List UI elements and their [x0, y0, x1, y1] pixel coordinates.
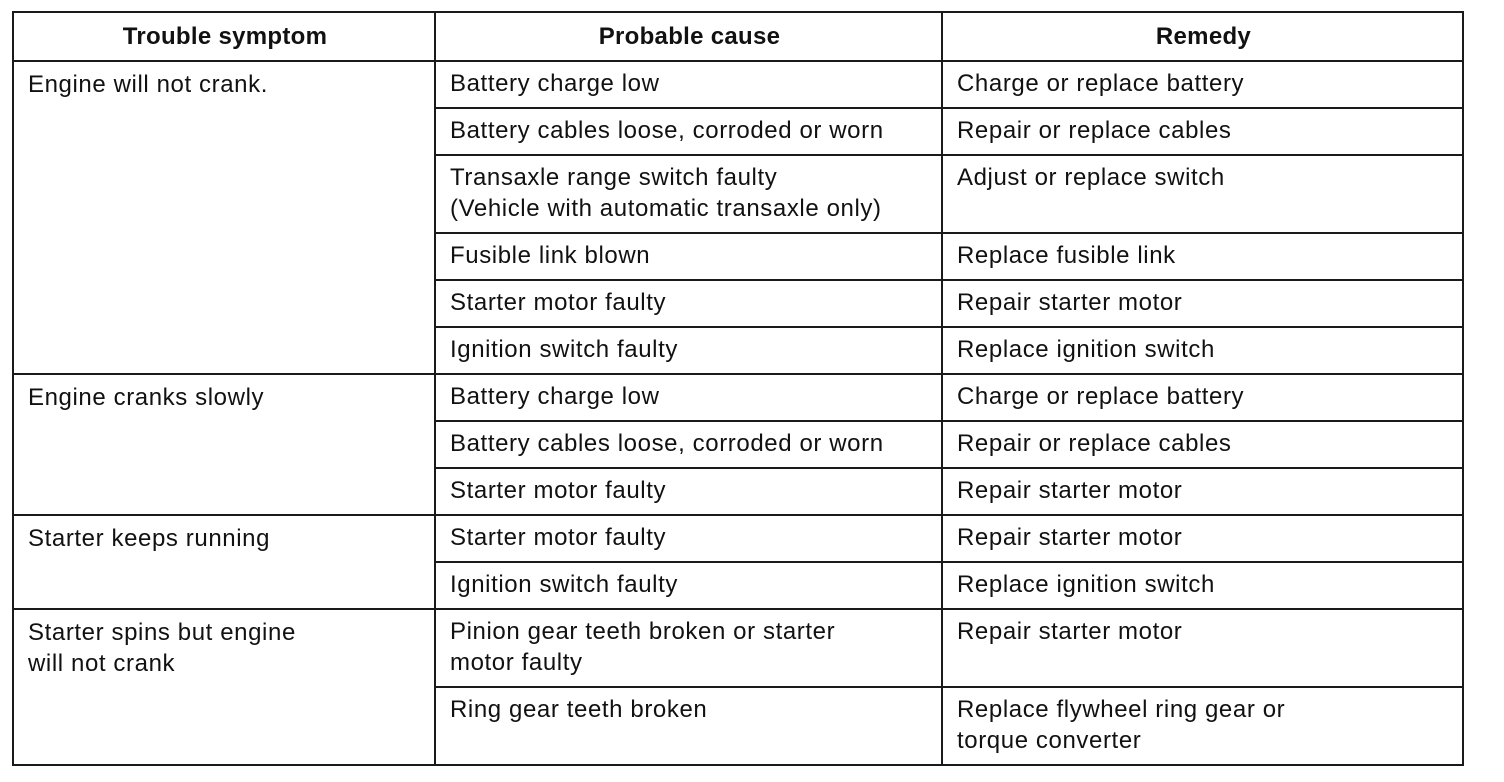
- troubleshooting-table: [12, 11, 1464, 766]
- cause-cell: Battery charge low: [435, 374, 942, 421]
- cause-cell: Battery cables loose, corroded or worn: [435, 421, 942, 468]
- troubleshooting-table-container: [12, 11, 1462, 766]
- symptom-cell: Engine cranks slowly: [13, 374, 435, 515]
- remedy-cell: Charge or replace battery: [942, 61, 1463, 108]
- symptom-cell: Starter keeps running: [13, 515, 435, 609]
- remedy-cell: Repair starter motor: [942, 468, 1463, 515]
- remedy-cell: Charge or replace battery: [942, 374, 1463, 421]
- cause-cell: Fusible link blown: [435, 233, 942, 280]
- cause-cell: Battery charge low: [435, 61, 942, 108]
- table-row: [13, 61, 1463, 108]
- cause-cell: Ignition switch faulty: [435, 327, 942, 374]
- symptom-cell: Starter spins but engine will not crank: [13, 609, 435, 765]
- cause-cell: Transaxle range switch faulty (Vehicle with automatic transaxle only): [435, 155, 942, 233]
- remedy-cell: Replace flywheel ring gear or torque converter: [942, 687, 1463, 765]
- header-probable-cause: Probable cause: [435, 12, 942, 61]
- table-row: [13, 609, 1463, 687]
- remedy-cell: Repair starter motor: [942, 280, 1463, 327]
- cause-cell: Starter motor faulty: [435, 280, 942, 327]
- remedy-cell: Replace ignition switch: [942, 562, 1463, 609]
- remedy-cell: Adjust or replace switch: [942, 155, 1463, 233]
- cause-cell: Ignition switch faulty: [435, 562, 942, 609]
- remedy-cell: Repair or replace cables: [942, 421, 1463, 468]
- symptom-cell: Engine will not crank.: [13, 61, 435, 374]
- remedy-cell: Replace fusible link: [942, 233, 1463, 280]
- header-trouble-symptom: Trouble symptom: [13, 12, 435, 61]
- cause-cell: Pinion gear teeth broken or starter motor faulty: [435, 609, 942, 687]
- cause-cell: Starter motor faulty: [435, 468, 942, 515]
- header-row: [13, 12, 1463, 61]
- table-row: [13, 374, 1463, 421]
- remedy-cell: Repair starter motor: [942, 609, 1463, 687]
- cause-cell: Starter motor faulty: [435, 515, 942, 562]
- table-row: [13, 515, 1463, 562]
- remedy-cell: Repair starter motor: [942, 515, 1463, 562]
- cause-cell: Battery cables loose, corroded or worn: [435, 108, 942, 155]
- remedy-cell: Replace ignition switch: [942, 327, 1463, 374]
- cause-cell: Ring gear teeth broken: [435, 687, 942, 765]
- remedy-cell: Repair or replace cables: [942, 108, 1463, 155]
- header-remedy: Remedy: [942, 12, 1463, 61]
